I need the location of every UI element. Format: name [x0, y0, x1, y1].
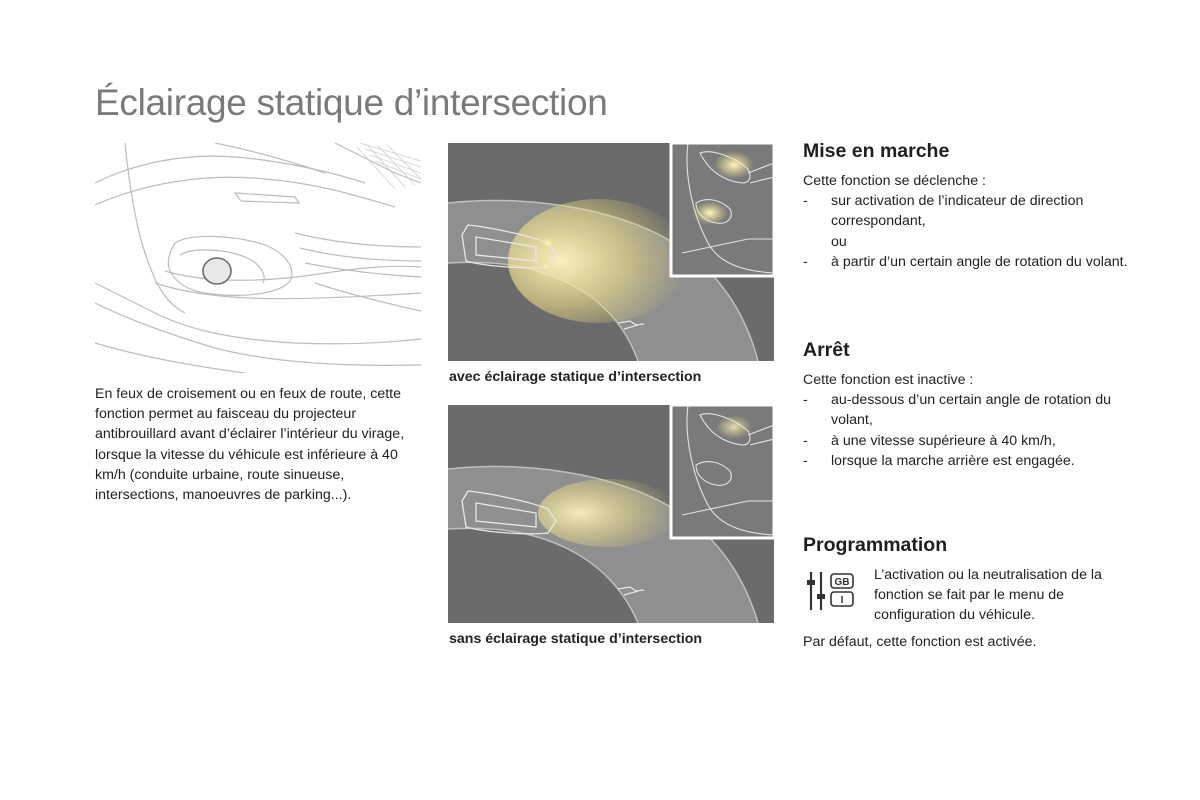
caption-without-lighting: sans éclairage statique d’intersection — [449, 631, 703, 647]
section-activation — [803, 140, 1133, 272]
section-heading: Mise en marche — [803, 140, 950, 162]
illustration-with-cornering-light — [448, 143, 774, 361]
or-separator: ou — [831, 233, 847, 250]
programming-row — [803, 565, 1133, 626]
condition-list — [803, 191, 1133, 231]
list-item — [803, 451, 1133, 471]
list-item — [803, 390, 1133, 430]
section-programming — [803, 534, 1133, 652]
illustration-without-cornering-light — [448, 405, 774, 623]
section-lead: Cette fonction se déclenche : — [803, 173, 986, 189]
car-front-illustration — [95, 143, 421, 373]
default-state-text: Par défaut, cette fonction est activée. — [803, 633, 1037, 650]
list-dash: - — [803, 193, 808, 210]
section-deactivation — [803, 339, 1133, 471]
caption-with-lighting: avec éclairage statique d’intersection — [449, 369, 702, 385]
condition-list — [803, 390, 1133, 471]
list-dash: - — [803, 392, 808, 409]
programming-text: L’activation ou la neutralisation de la fonction se fait par le menu de configuration du véhicule. — [874, 567, 1102, 624]
settings-menu-icon — [805, 568, 861, 614]
intro-paragraph: En feux de croisement ou en feux de route, cette fonction permet au faisceau du projecteur antibrouillard avant d’éclairer l’intérieur du virage, lorsque la vitesse du véhicule est inférieure à 40 km/h (conduite urbaine, route sinueuse, intersections, manoeuvres de parking...). — [95, 386, 405, 504]
page-title: Éclairage statique d’intersection — [95, 82, 608, 123]
list-dash: - — [803, 452, 808, 469]
section-lead: Cette fonction est inactive : — [803, 372, 974, 388]
condition-list — [803, 252, 1133, 272]
list-item — [803, 191, 1133, 231]
list-item-text: à une vitesse supérieure à 40 km/h, — [831, 432, 1056, 449]
list-dash: - — [803, 432, 808, 449]
list-item-text: sur activation de l’indicateur de direction correspondant, — [831, 193, 1084, 230]
section-heading: Programmation — [803, 534, 948, 556]
list-item-text: lorsque la marche arrière est engagée. — [831, 452, 1075, 469]
list-dash: - — [803, 253, 808, 270]
list-item-text: à partir d’un certain angle de rotation du volant. — [831, 253, 1128, 270]
icon-label-i: I — [840, 595, 844, 606]
icon-label-gb: GB — [834, 577, 850, 588]
section-heading: Arrêt — [803, 339, 850, 361]
list-item — [803, 252, 1133, 272]
list-item — [803, 431, 1133, 451]
list-item-text: au-dessous d’un certain angle de rotation du volant, — [831, 392, 1112, 429]
